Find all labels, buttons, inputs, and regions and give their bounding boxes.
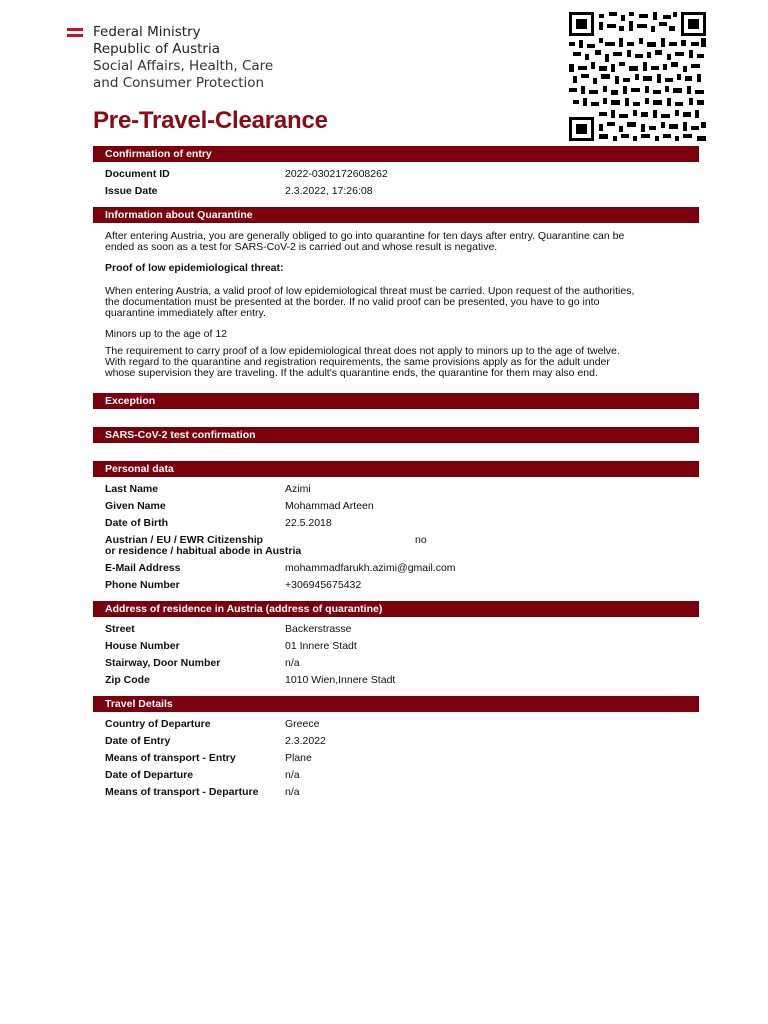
date-of-departure-row — [105, 770, 699, 781]
section-heading-travel: Travel Details — [93, 696, 699, 712]
phone-row — [105, 580, 699, 591]
field-label-line: Austrian / EU / EWR Citizenship — [105, 534, 264, 546]
confirmation-rows — [93, 162, 699, 207]
section-heading-personal: Personal data — [93, 461, 699, 477]
field-value: Mohammad Arteen — [285, 500, 374, 512]
section-heading-confirmation: Confirmation of entry — [93, 146, 699, 162]
field-label: Last Name — [105, 483, 159, 495]
ministry-name — [93, 24, 273, 92]
field-label: Stairway, Door Number — [105, 657, 221, 669]
transport-departure-row — [105, 787, 699, 798]
paragraph: After entering Austria, you are generally obliged to go into quarantine for ten days after entry. Quarantine can be ended as soon as a test for SARS-CoV-2 is carried out and whose result is negative. — [105, 230, 625, 253]
paragraph: The requirement to carry proof of a low epidemiological threat does not apply to minors up to the age of twelve. With regard to the quarantine and registration requirements, the same provisions apply as for the adult under whose supervision they are traveling. If the adult's quarantine ends, the quarantine for them may also end. — [105, 345, 620, 379]
field-value: 2.3.2022 — [285, 735, 326, 747]
field-value: Backerstrasse — [285, 623, 352, 635]
document-body — [93, 146, 699, 808]
address-rows — [93, 617, 699, 696]
email-row — [105, 563, 699, 574]
ministry-line: Social Affairs, Health, Care — [93, 58, 274, 74]
ministry-line: Federal Ministry — [93, 24, 201, 40]
quarantine-info — [93, 223, 699, 393]
field-label: Document ID — [105, 168, 170, 180]
date-of-birth-row — [105, 518, 699, 529]
document-id-row — [105, 169, 699, 180]
section-heading-quarantine: Information about Quarantine — [93, 207, 699, 223]
field-value: no — [415, 534, 427, 546]
field-value: Plane — [285, 752, 312, 764]
field-value: 22.5.2018 — [285, 517, 332, 529]
citizenship-row — [105, 535, 699, 557]
field-label: Given Name — [105, 500, 166, 512]
issue-date-row — [105, 186, 699, 197]
field-label: Date of Entry — [105, 735, 171, 747]
field-value: +306945675432 — [285, 579, 362, 591]
field-label: Zip Code — [105, 674, 150, 686]
field-label — [105, 535, 415, 557]
paragraph-heading: Proof of low epidemiological threat: — [105, 262, 284, 274]
field-value: n/a — [285, 657, 300, 669]
section-heading-exception: Exception — [93, 393, 699, 409]
travel-rows — [93, 712, 699, 808]
street-row — [105, 624, 699, 635]
ministry-line: and Consumer Protection — [93, 75, 265, 91]
section-heading-address: Address of residence in Austria (address of quarantine) — [93, 601, 699, 617]
field-label: Means of transport - Entry — [105, 752, 236, 764]
personal-rows — [93, 477, 699, 601]
date-of-entry-row — [105, 736, 699, 747]
field-value: 2.3.2022, 17:26:08 — [285, 185, 373, 197]
field-value: 01 Innere Stadt — [285, 640, 357, 652]
field-value: Azimi — [285, 483, 311, 495]
field-label: Phone Number — [105, 579, 180, 591]
field-label: House Number — [105, 640, 180, 652]
field-label: Date of Departure — [105, 769, 194, 781]
paragraph: Minors up to the age of 12 — [105, 328, 227, 340]
given-name-row — [105, 501, 699, 512]
field-value: mohammadfarukh.azimi@gmail.com — [285, 562, 456, 574]
field-label: Country of Departure — [105, 718, 211, 730]
paragraph: When entering Austria, a valid proof of low epidemiological threat must be carried. Upon request of the authorities, the documentation must be presented at the border. If no valid proof can be presented, you have to go into quarantine immediately after entry. — [105, 285, 635, 319]
ministry-line: Republic of Austria — [93, 41, 220, 57]
page-title: Pre-Travel-Clearance — [93, 107, 328, 134]
field-value: 1010 Wien,Innere Stadt — [285, 674, 396, 686]
field-label: Street — [105, 623, 135, 635]
zip-code-row — [105, 675, 699, 686]
field-label: Means of transport - Departure — [105, 786, 259, 798]
transport-entry-row — [105, 753, 699, 764]
field-value: Greece — [285, 718, 320, 730]
field-label: E-Mail Address — [105, 562, 181, 574]
stairway-row — [105, 658, 699, 669]
field-value: 2022-0302172608262 — [285, 168, 388, 180]
field-value: n/a — [285, 769, 300, 781]
austria-flag-icon — [67, 28, 83, 40]
section-heading-test: SARS-CoV-2 test confirmation — [93, 427, 699, 443]
qr-code-icon — [569, 12, 706, 141]
field-label-line: or residence / habitual abode in Austria — [105, 545, 302, 557]
last-name-row — [105, 484, 699, 495]
field-value: n/a — [285, 786, 300, 798]
field-label: Date of Birth — [105, 517, 168, 529]
field-label: Issue Date — [105, 185, 158, 197]
house-number-row — [105, 641, 699, 652]
country-of-departure-row — [105, 719, 699, 730]
